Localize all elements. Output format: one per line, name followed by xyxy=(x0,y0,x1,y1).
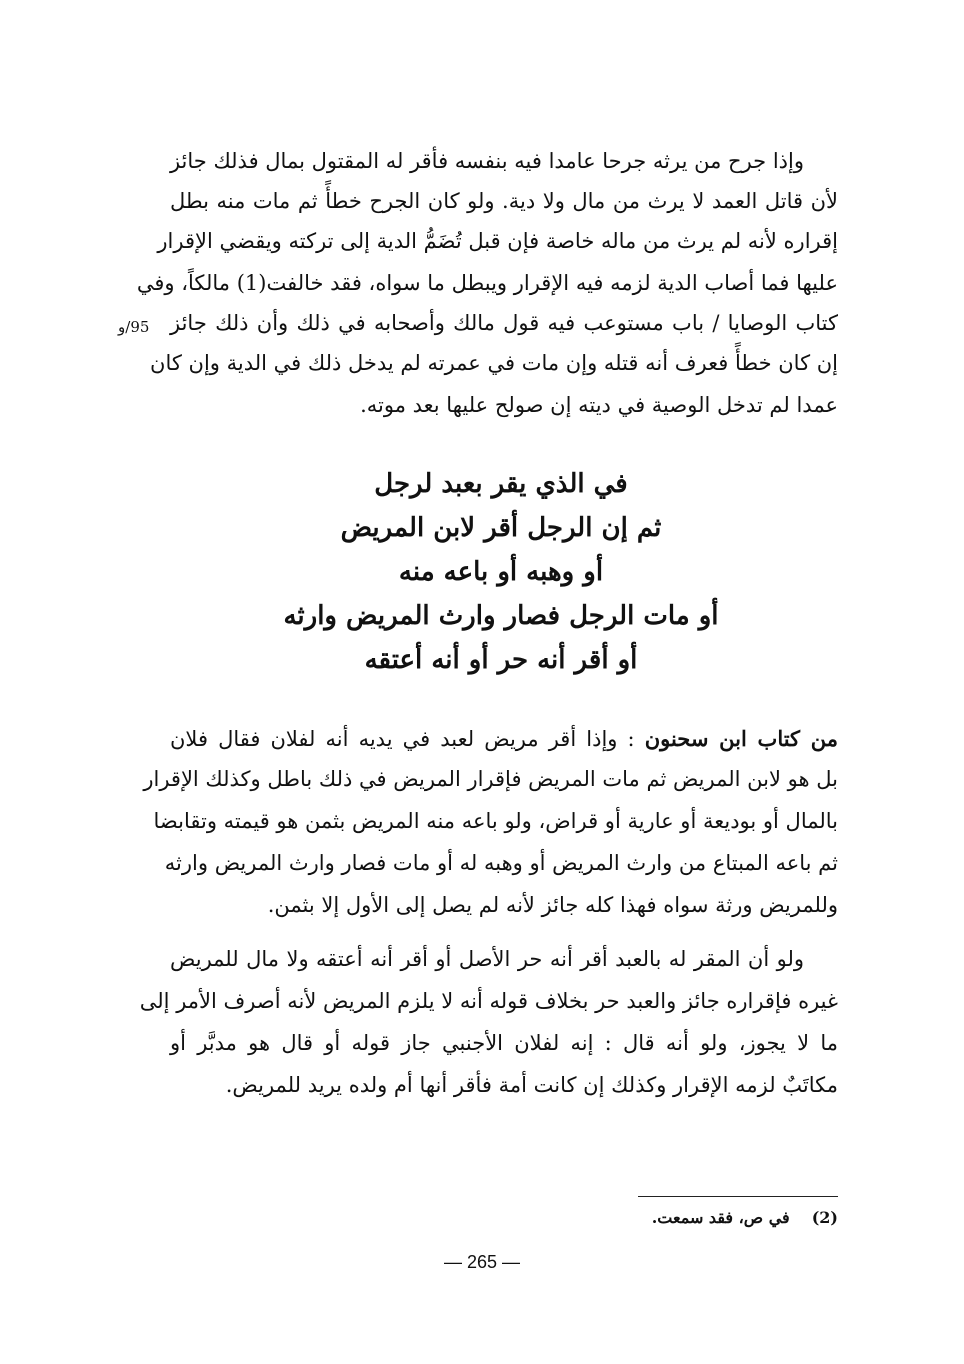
paragraph2-line-3: بالمال أو بوديعة أو عارية أو قراض، ولو باعه منه المريض بثمن هو قيمته وتقابضا xyxy=(153,809,838,833)
paragraph3-line-4: مكاتَبٌ لزمه الإقرار وكذلك إن كانت أمة فأقر أنها أم ولده يريد للمريض. xyxy=(225,1073,838,1097)
footnote xyxy=(438,1204,838,1232)
footnote-text: في ص، فقد سمعت. xyxy=(651,1208,790,1227)
footnote-separator xyxy=(638,1196,838,1197)
paragraph2-line-2: بل هو لابن المريض ثم مات المريض فإقرار المريض في ذلك باطل وكذلك الإقرار xyxy=(143,767,838,791)
paragraph1-line-5: كتاب الوصايا / باب مستوعب فيه قول مالك وأصحابه في ذلك وأن ذلك جائز xyxy=(170,311,838,335)
section-heading-line-4: أو مات الرجل فصار وارث المريض وارثه xyxy=(283,601,719,631)
paragraph2-line-5: وللمريض ورثة سواه فهذا كله جائز لأنه لم يصل إلى الأول إلا بثمن. xyxy=(267,893,838,917)
paragraph3-line-3: ما لا يجوز، ولو أنه قال : إنه لفلان الأجنبي جاز قوله أو قال هو مدبَّر أو xyxy=(170,1031,838,1055)
paragraph1-line-6: إن كان خطأً فعرف أنه قتله وإن مات في عمرته لم يدخل ذلك في الدية وإن كان xyxy=(150,351,838,375)
source-label: من كتاب ابن سحنون xyxy=(644,726,839,751)
paragraph1-line-7: عمدا لم تدخل الوصية في ديته إن صولح عليها بعد موته. xyxy=(360,393,838,417)
section-heading-line-1: في الذي يقر بعبد لرجل xyxy=(374,469,628,499)
section-heading-line-2: ثم إن الرجل أقر لابن المريض xyxy=(340,513,662,543)
paragraph1-line-1: وإذا جرح من يرثه جرحا عامدا فيه بنفسه فأقر له المقتول بمال فذلك جائز xyxy=(169,149,804,173)
paragraph1-line-4: عليها فما أصاب الدية لزمه فيه الإقرار ويبطل ما سواه، فقد خالفت(1) مالكاً، وفي xyxy=(136,271,838,295)
section-heading-line-3: أو وهبه أو باعه منه xyxy=(398,557,604,587)
paragraph3-line-1: ولو أن المقر له بالعبد أقر أنه حر الأصل أو أقر أنه أعتقه ولا مال للمريض xyxy=(170,947,804,971)
paragraph2-line-1 xyxy=(170,724,838,758)
paragraph1-line-3: إقراره لأنه لم يرث من ماله خاصة فإن قبل تُضَمُّ الدية إلى تركته ويقضي الإقرار xyxy=(157,229,838,253)
folio-margin-note: 95/و xyxy=(118,318,150,336)
page-number: — 265 — xyxy=(443,1252,521,1272)
footnote-marker: (2) xyxy=(811,1208,838,1227)
paragraph3-line-2: غيره فإقراره جائز والعبد حر بخلاف قوله أنه لا يلزم المريض لأنه أصرف الأمر إلى xyxy=(139,989,838,1013)
section-heading-line-5: أو أقر أنه حر أو أنه أعتقه xyxy=(364,645,638,675)
paragraph2-line-1-text: : وإذا أقر مريض لعبد في يديه أنه لفلان فقال فلان xyxy=(170,727,645,751)
paragraph2-line-4: ثم باعه المبتاع من وارث المريض أو وهبه له أو مات فصار وارث المريض وارثه xyxy=(164,851,838,875)
paragraph1-line-2: لأن قاتل العمد لا يرث من مال ولا دية. ولو كان الجرح خطأً ثم مات منه بطل xyxy=(170,189,838,213)
